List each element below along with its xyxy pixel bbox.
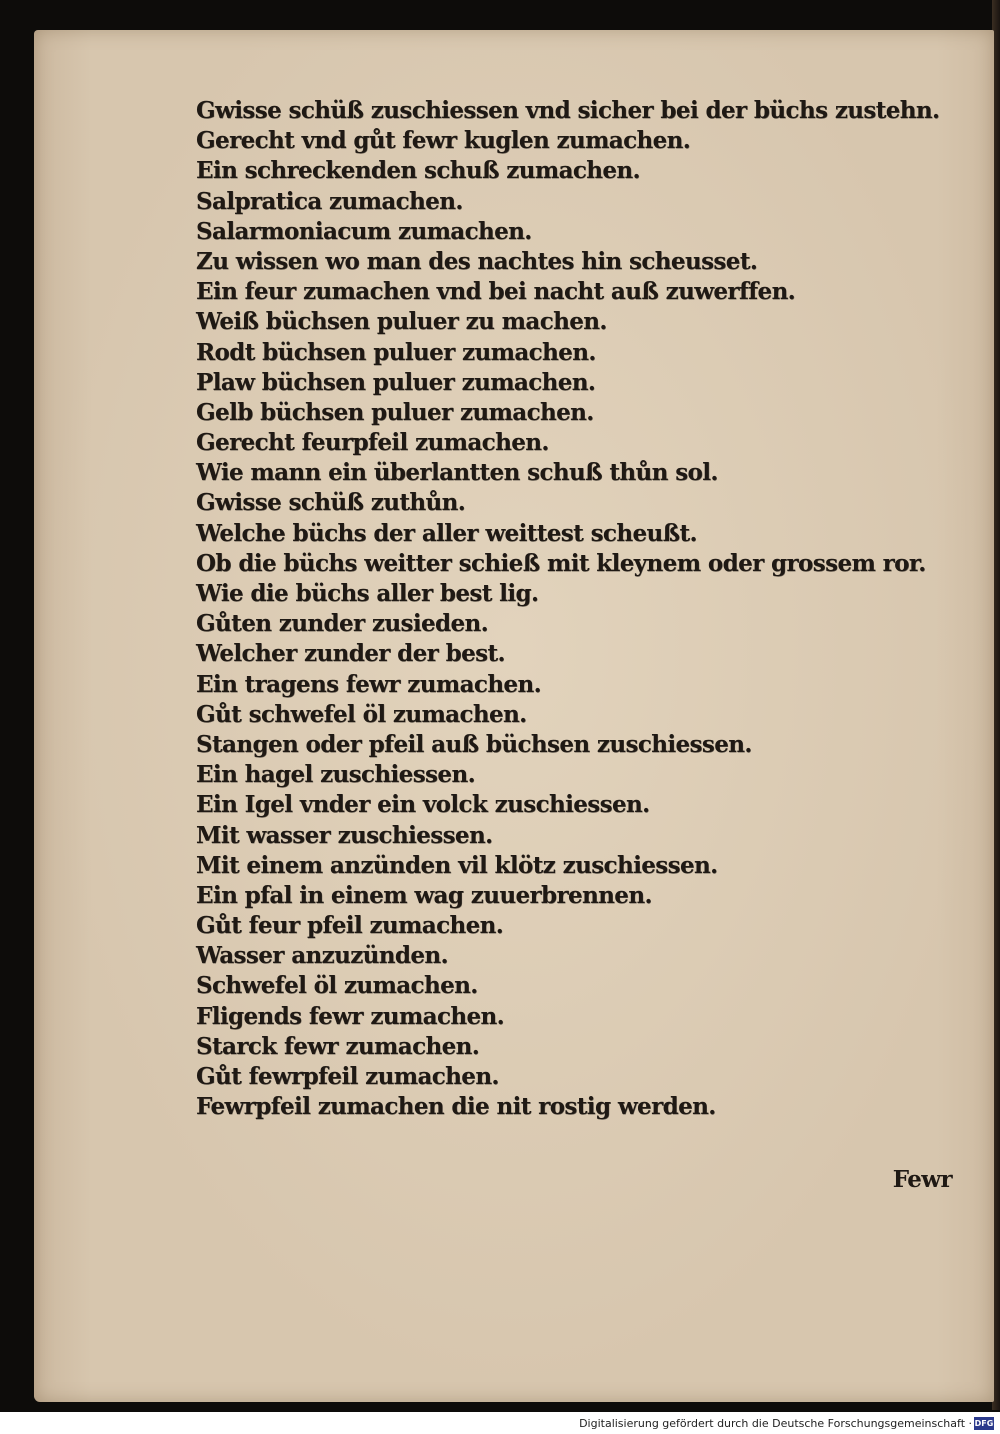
list-item: Gůt fewrpfeil zumachen. xyxy=(196,1063,499,1090)
list-item: Ein hagel zuschiessen. xyxy=(196,761,475,789)
list-item: Salarmoniacum zumachen. xyxy=(196,217,532,245)
list-item: Fligends fewr zumachen. xyxy=(196,1002,505,1030)
table-of-contents-list xyxy=(196,96,940,1122)
list-item: Ein tragens fewr zumachen. xyxy=(196,670,541,698)
list-item: Zu wissen wo man des nachtes hin scheusset. xyxy=(196,247,758,275)
list-item: Gůt schwefel öl zumachen. xyxy=(196,700,527,728)
catchword: Fewr xyxy=(892,1166,952,1193)
list-item: Weiß büchsen puluer zu machen. xyxy=(196,308,607,336)
list-item: Rodt büchsen puluer zumachen. xyxy=(196,338,596,366)
list-item: Gwisse schüß zuthůn. xyxy=(196,489,466,517)
footer-credit: Digitalisierung gefördert durch die Deutsche Forschungsgemeinschaft · xyxy=(579,1417,972,1430)
list-item: Ob die büchs weitter schieß mit kleynem oder grossem ror. xyxy=(196,549,926,577)
list-item: Welche büchs der aller weittest scheußt. xyxy=(196,519,697,547)
list-item: Wasser anzuzünden. xyxy=(196,942,448,970)
list-item: Ein pfal in einem wag zuuerbrennen. xyxy=(196,881,652,909)
list-item: Plaw büchsen puluer zumachen. xyxy=(196,368,596,396)
list-item: Mit wasser zuschiessen. xyxy=(196,821,493,849)
dfg-logo: DFG xyxy=(974,1419,994,1428)
list-item: Fewrpfeil zumachen die nit rostig werden. xyxy=(196,1093,716,1121)
list-item: Gůt feur pfeil zumachen. xyxy=(196,912,504,940)
list-item: Gwisse schüß zuschiessen vnd sicher bei der büchs zustehn. xyxy=(196,97,940,124)
list-item: Starck fewr zumachen. xyxy=(196,1032,480,1060)
list-item: Welcher zunder der best. xyxy=(196,640,505,668)
list-item: Gůten zunder zusieden. xyxy=(196,610,489,638)
list-item: Ein feur zumachen vnd bei nacht auß zuwerffen. xyxy=(196,278,796,306)
list-item: Gerecht feurpfeil zumachen. xyxy=(196,429,549,457)
footer-bar xyxy=(0,1412,1000,1434)
list-item: Ein Igel vnder ein volck zuschiessen. xyxy=(196,791,650,819)
list-item: Salpratica zumachen. xyxy=(196,187,463,215)
list-item: Mit einem anzünden vil klötz zuschiessen. xyxy=(196,851,718,879)
list-item: Gerecht vnd gůt fewr kuglen zumachen. xyxy=(196,127,691,155)
list-item: Ein schreckenden schuß zumachen. xyxy=(196,157,640,185)
list-item: Gelb büchsen puluer zumachen. xyxy=(196,398,594,426)
list-item: Schwefel öl zumachen. xyxy=(196,972,478,1000)
list-item: Wie die büchs aller best lig. xyxy=(196,580,539,607)
list-item: Wie mann ein überlantten schuß thůn sol. xyxy=(196,459,718,487)
list-item: Stangen oder pfeil auß büchsen zuschiessen. xyxy=(196,730,752,758)
